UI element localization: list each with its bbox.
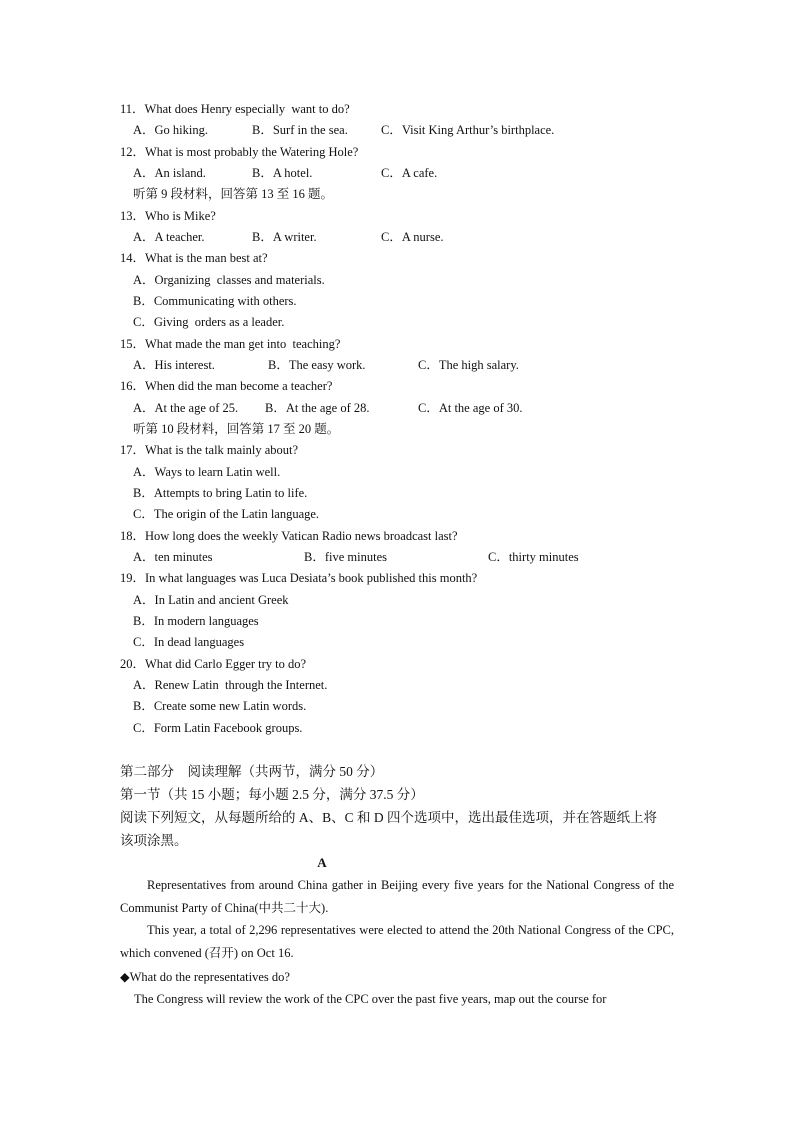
question-11-stem: 11．What does Henry especially want to do? bbox=[120, 102, 350, 116]
question-17-option-b: B．Attempts to bring Latin to life. bbox=[133, 486, 308, 500]
question-20-stem: 20．What did Carlo Egger try to do? bbox=[120, 657, 307, 671]
question-20-option-b: B．Create some new Latin words. bbox=[133, 699, 307, 713]
question-19-stem: 19．In what languages was Luca Desiata’s book published this month? bbox=[120, 571, 478, 585]
question-11-option-b: B．Surf in the sea. bbox=[252, 123, 348, 137]
question-12-option-b: B．A hotel. bbox=[252, 166, 313, 180]
question-16-option-c: C．At the age of 30. bbox=[418, 401, 523, 415]
question-11-option-a: A．Go hiking. bbox=[133, 123, 209, 137]
question-16-stem: 16．When did the man become a teacher? bbox=[120, 379, 333, 393]
question-11-option-c: C．Visit King Arthur’s birthplace. bbox=[381, 123, 555, 137]
question-17-option-a: A．Ways to learn Latin well. bbox=[133, 465, 281, 479]
section1-title: 第一节（共 15 小题；每小题 2.5 分，满分 37.5 分） bbox=[120, 787, 424, 802]
paragraph-1-text: Representatives from around China gather in Beijing every five years for the National Congress of the Communist Party of China(中共二十大). bbox=[120, 878, 674, 915]
question-15-stem: 15．What made the man get into teaching? bbox=[120, 337, 341, 351]
question-13-option-b: B．A writer. bbox=[252, 230, 317, 244]
question-20-option-c: C．Form Latin Facebook groups. bbox=[133, 721, 303, 735]
passage-paragraph-2 bbox=[120, 919, 674, 965]
paragraph-2-text: This year, a total of 2,296 representatives were elected to attend the 20th National Congress of the CPC, which convened (召开) on Oct 16. bbox=[120, 923, 674, 960]
directions-line-2: 该项涂黑。 bbox=[120, 833, 188, 848]
question-18-option-c: C．thirty minutes bbox=[488, 550, 579, 564]
question-15-option-a: A．His interest. bbox=[133, 358, 215, 372]
question-18-option-a: A．ten minutes bbox=[133, 550, 213, 564]
question-13-stem: 13．Who is Mike? bbox=[120, 209, 216, 223]
directions-line-1: 阅读下列短文，从每题所给的 A、B、C 和 D 四个选项中，选出最佳选项，并在答题纸上将 bbox=[120, 810, 658, 825]
question-12-option-a: A．An island. bbox=[133, 166, 206, 180]
question-15-option-b: B．The easy work. bbox=[268, 358, 366, 372]
passage-label: A bbox=[317, 855, 327, 870]
part2-title: 第二部分 阅读理解（共两节，满分 50 分） bbox=[120, 764, 384, 779]
question-18-option-b: B．five minutes bbox=[304, 550, 387, 564]
question-12-stem: 12．What is most probably the Watering Hole? bbox=[120, 145, 359, 159]
question-16-option-b: B．At the age of 28. bbox=[265, 401, 370, 415]
question-13-option-a: A．A teacher. bbox=[133, 230, 205, 244]
passage-subheading: ◆What do the representatives do? bbox=[120, 970, 290, 984]
question-19-option-b: B．In modern languages bbox=[133, 614, 259, 628]
listening-instruction-10: 听第 10 段材料，回答第 17 至 20 题。 bbox=[133, 422, 340, 436]
listening-instruction-9: 听第 9 段材料，回答第 13 至 16 题。 bbox=[133, 187, 334, 201]
question-14-option-a: A．Organizing classes and materials. bbox=[133, 273, 325, 287]
question-19-option-c: C．In dead languages bbox=[133, 635, 245, 649]
question-19-option-a: A．In Latin and ancient Greek bbox=[133, 593, 289, 607]
question-12-option-c: C．A cafe. bbox=[381, 166, 438, 180]
question-17-stem: 17．What is the talk mainly about? bbox=[120, 443, 299, 457]
question-16-option-a: A．At the age of 25. bbox=[133, 401, 239, 415]
passage-paragraph-3: The Congress will review the work of the CPC over the past five years, map out the course for bbox=[134, 992, 607, 1006]
passage-paragraph-1 bbox=[120, 874, 674, 920]
question-14-option-b: B．Communicating with others. bbox=[133, 294, 297, 308]
question-18-stem: 18．How long does the weekly Vatican Radio news broadcast last? bbox=[120, 529, 458, 543]
question-15-option-c: C．The high salary. bbox=[418, 358, 519, 372]
question-17-option-c: C．The origin of the Latin language. bbox=[133, 507, 320, 521]
question-14-stem: 14．What is the man best at? bbox=[120, 251, 268, 265]
question-14-option-c: C．Giving orders as a leader. bbox=[133, 315, 285, 329]
question-13-option-c: C．A nurse. bbox=[381, 230, 444, 244]
question-20-option-a: A．Renew Latin through the Internet. bbox=[133, 678, 328, 692]
